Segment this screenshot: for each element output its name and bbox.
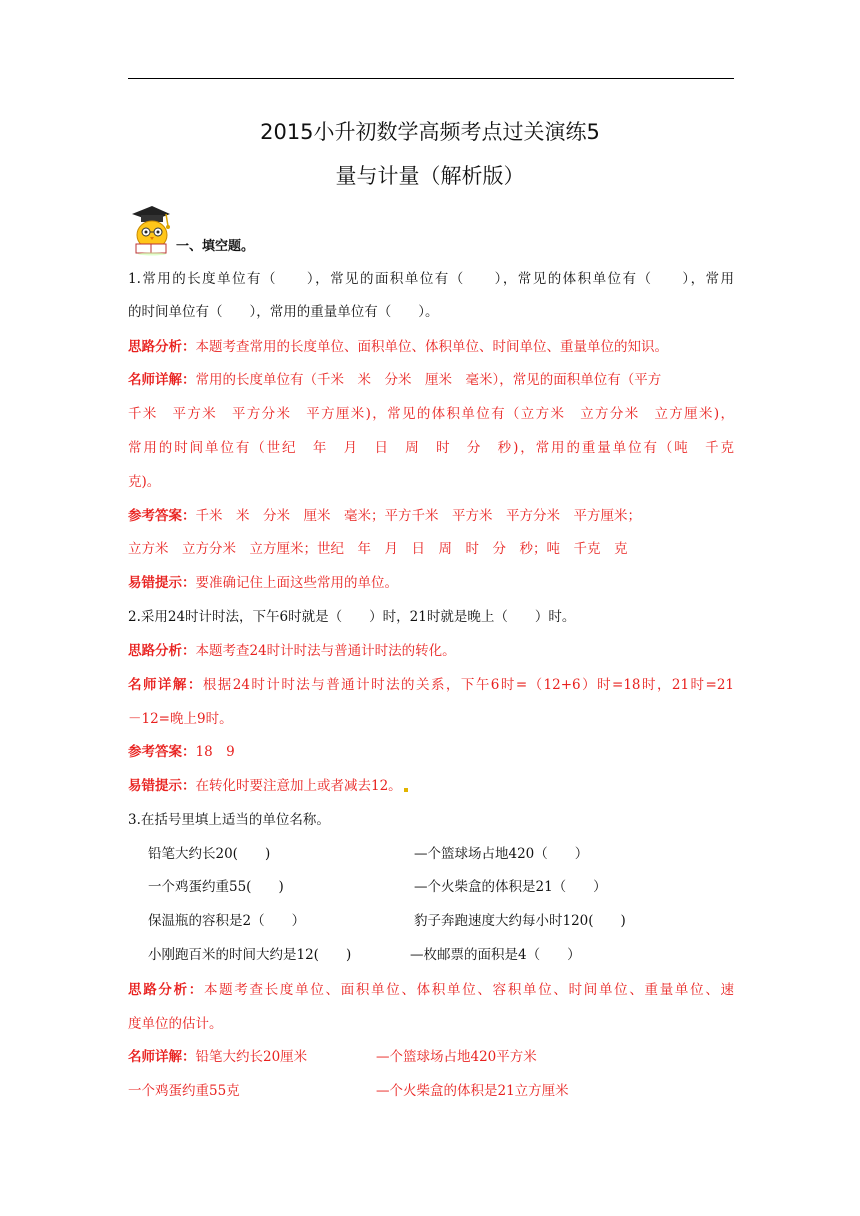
q2-answer-text: 18 9 (195, 744, 235, 760)
q2-analysis (128, 643, 734, 660)
q3-item: 铅笔大约长20( ) (148, 846, 271, 862)
q1-explain-text-1: 常用的长度单位有（千米 米 分米 厘米 毫米），常见的面积单位有（平方 (195, 372, 662, 388)
q1-explain-line-1 (128, 372, 734, 389)
q1-explain-line-4: 克)。 (128, 474, 161, 490)
q3-item: 小刚跑百米的时间大约是12( ) (148, 947, 352, 963)
q1-analysis (128, 339, 734, 356)
q3-explain-b: —个篮球场占地420平方米 (376, 1049, 537, 1065)
q2-analysis-label: 思路分析： (128, 643, 196, 659)
q1-answer-line-1 (128, 508, 734, 525)
q2-analysis-text: 本题考查24时计时法与普通计时法的转化。 (195, 643, 456, 659)
q3-explain-a: 铅笔大约长20厘米 (195, 1049, 308, 1065)
graduate-mascot-icon (128, 202, 174, 256)
page-subtitle: 量与计量（解析版） (335, 164, 525, 188)
q2-explain-line-2: －12=晚上9时。 (128, 711, 233, 727)
q3-item: —个火柴盒的体积是21（ ） (414, 879, 607, 895)
q3-explain-line-1 (128, 1049, 307, 1066)
section-heading (128, 202, 428, 258)
q3-analysis-label: 思路分析： (128, 982, 204, 998)
header-rule (128, 78, 734, 79)
q1-tip-label: 易错提示： (128, 575, 196, 591)
q3-item: 豹子奔跑速度大约每小时120( ) (414, 913, 626, 929)
q1-analysis-label: 思路分析： (128, 339, 196, 355)
question-3-line-1: 3.在括号里填上适当的单位名称。 (128, 812, 330, 828)
q2-tip-label: 易错提示： (128, 778, 196, 794)
question-2-line-1: 2.采用24时计时法，下午6时就是（ ）时，21时就是晚上（ ）时。 (128, 609, 576, 625)
q1-explain-line-3: 常用的时间单位有（世纪 年 月 日 周 时 分 秒)，常用的重量单位有（吨 千克 (128, 440, 734, 456)
q3-analysis-text-1: 本题考查长度单位、面积单位、体积单位、容积单位、时间单位、重量单位、速 (203, 982, 735, 998)
q2-explain-label: 名师详解： (128, 677, 203, 693)
question-1-line-1: 1.常用的长度单位有（ ），常见的面积单位有（ ），常见的体积单位有（ ），常用 (128, 271, 734, 287)
q2-explain-text-1: 根据24时计时法与普通计时法的关系，下午6时=（12+6）时=18时，21时=21 (202, 677, 734, 693)
q1-tip-text: 要准确记住上面这些常用的单位。 (195, 575, 398, 591)
q2-answer (128, 744, 734, 761)
q3-item: 一个鸡蛋约重55( ) (148, 879, 284, 895)
section-title: 一、填空题。 (176, 239, 255, 254)
q2-tip-text: 在转化时要注意加上或者减去12。 (195, 778, 402, 794)
q1-analysis-text: 本题考查常用的长度单位、面积单位、体积单位、时间单位、重量单位的知识。 (195, 339, 668, 355)
q3-item: —枚邮票的面积是4（ ） (410, 947, 581, 963)
q1-answer-label: 参考答案： (128, 508, 196, 524)
q1-answer-text-1: 千米 米 分米 厘米 毫米；平方千米 平方米 平方分米 平方厘米； (195, 508, 641, 524)
q1-tip (128, 575, 734, 592)
question-1-line-2: 的时间单位有（ ），常用的重量单位有（ ）。 (128, 304, 439, 320)
anchor-marker-icon (404, 788, 408, 792)
q3-item: —个篮球场占地420（ ） (414, 846, 589, 862)
page-title: 2015小升初数学高频考点过关演练5 (260, 120, 600, 144)
q1-explain-label: 名师详解： (128, 372, 196, 388)
q3-analysis-line-2: 度单位的估计。 (128, 1016, 223, 1032)
q2-explain-line-1 (128, 677, 734, 694)
q3-analysis-line-1 (128, 982, 734, 999)
q1-explain-line-2: 千米 平方米 平方分米 平方厘米)，常见的体积单位有（立方米 立方分米 立方厘米)， (128, 406, 734, 422)
q3-explain-c: 一个鸡蛋约重55克 (128, 1083, 240, 1099)
q2-tip (128, 778, 734, 795)
q3-item: 保温瓶的容积是2（ ） (148, 913, 306, 929)
q1-answer-line-2: 立方米 立方分米 立方厘米；世纪 年 月 日 周 时 分 秒；吨 千克 克 (128, 541, 628, 557)
q3-explain-label: 名师详解： (128, 1049, 196, 1065)
q2-answer-label: 参考答案： (128, 744, 196, 760)
q3-explain-d: —个火柴盒的体积是21立方厘米 (376, 1083, 569, 1099)
